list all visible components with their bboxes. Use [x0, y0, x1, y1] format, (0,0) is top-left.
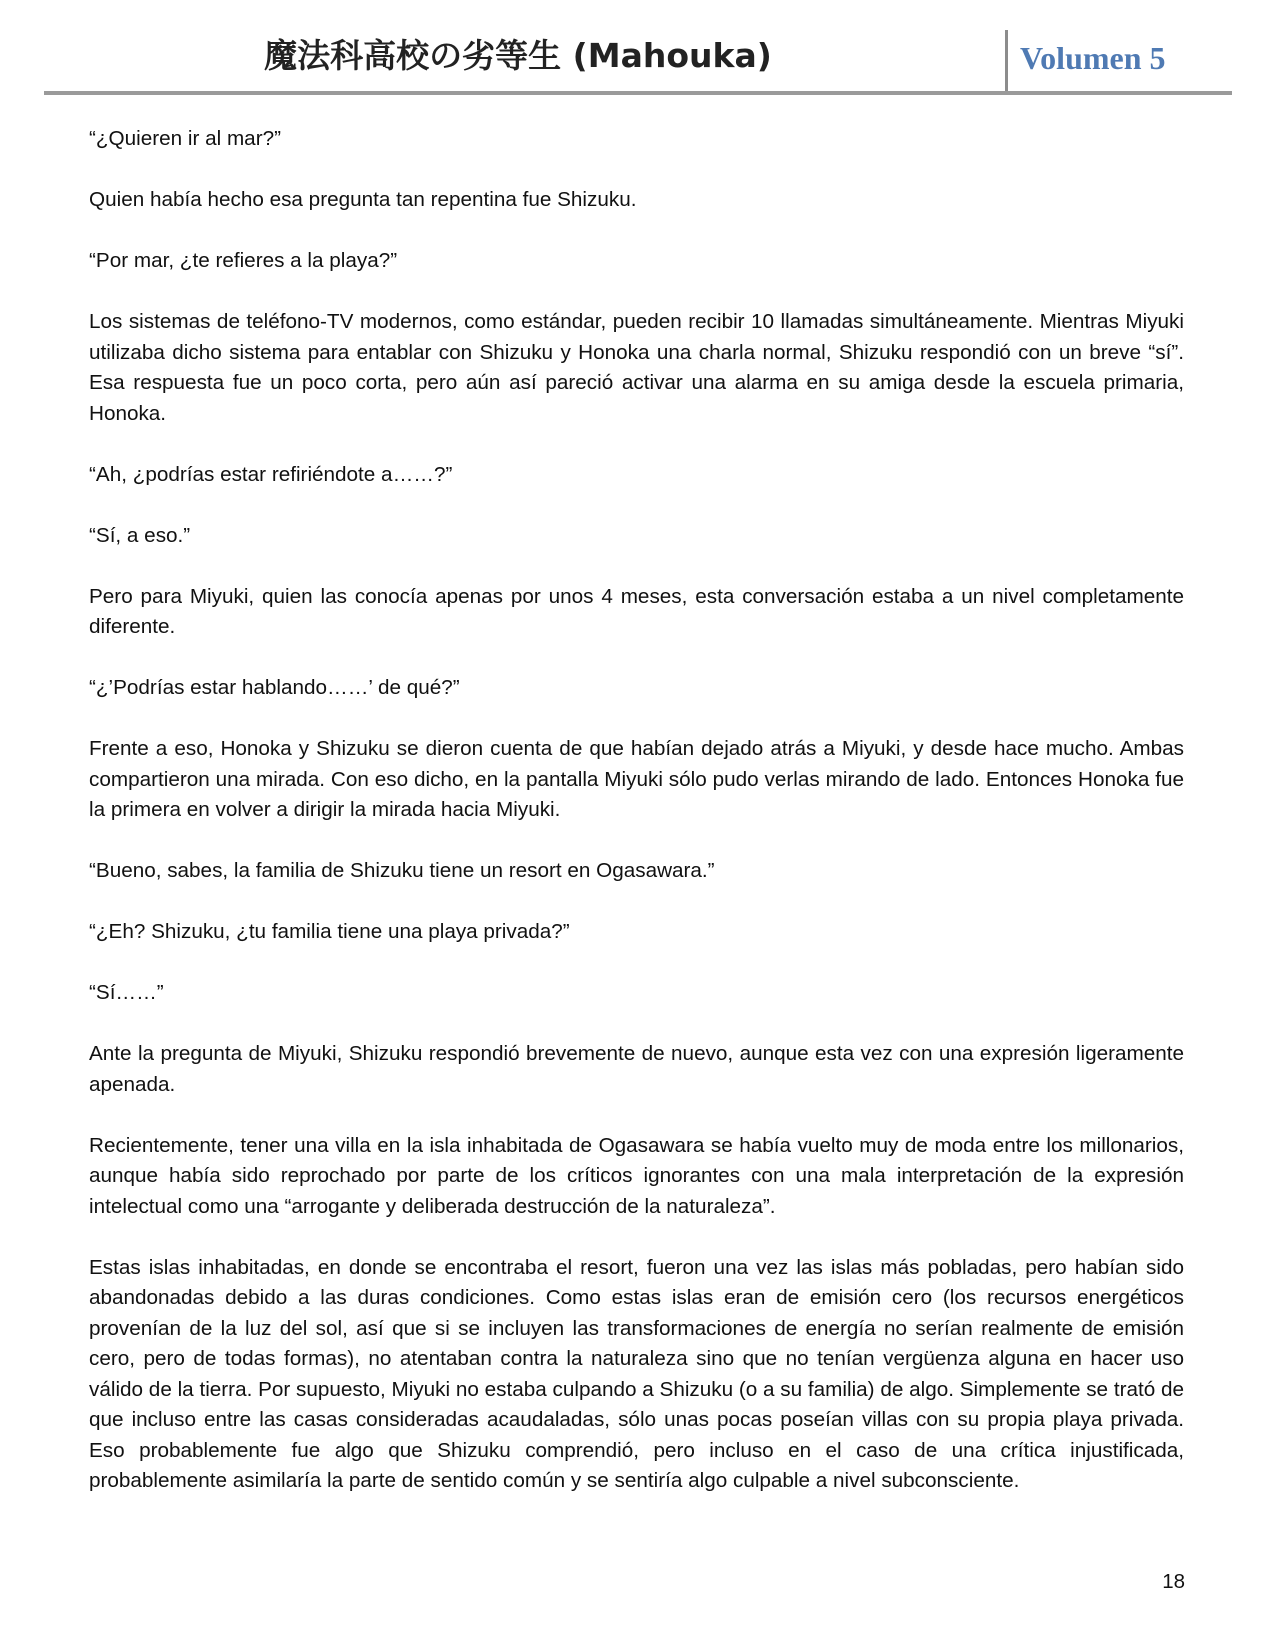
- paragraph: Ante la pregunta de Miyuki, Shizuku respondió brevemente de nuevo, aunque esta vez con una expresión ligeramente apenada.: [89, 1042, 1184, 1096]
- paragraph: Los sistemas de teléfono-TV modernos, como estándar, pueden recibir 10 llamadas simultáneamente. Mientras Miyuki utilizaba dicho sistema para entablar con Shizuku y Honoka una charla normal, Shizuku respondió con un breve “sí”. Esa respuesta fue un poco corta, pero aún así pareció activar una alarma en su amiga desde la escuela primaria, Honoka.: [89, 310, 1184, 425]
- paragraph: Pero para Miyuki, quien las conocía apenas por unos 4 meses, esta conversación estaba a un nivel completamente diferente.: [89, 584, 1184, 638]
- paragraph: “Por mar, ¿te refieres a la playa?”: [89, 249, 398, 272]
- paragraph: Quien había hecho esa pregunta tan repentina fue Shizuku.: [89, 188, 637, 211]
- page-number: 18: [1162, 1570, 1185, 1593]
- paragraph: “Ah, ¿podrías estar refiriéndote a……?”: [89, 462, 453, 486]
- page-header-title: 魔法科高校の劣等生 (Mahouka): [264, 36, 772, 75]
- paragraph: “Sí……”: [89, 981, 164, 1004]
- header-rule: [44, 91, 1232, 95]
- paragraph: “Sí, a eso.”: [89, 523, 191, 547]
- paragraph: “Bueno, sabes, la familia de Shizuku tiene un resort en Ogasawara.”: [89, 859, 715, 882]
- paragraph: Recientemente, tener una villa en la isla inhabitada de Ogasawara se había vuelto muy de moda entre los millonarios, aunque había sido reprochado por parte de los críticos ignorantes con una mala interpretación de la expresión intelectual como una “arrogante y deliberada destrucción de la naturaleza”.: [89, 1133, 1184, 1218]
- paragraph: Frente a eso, Honoka y Shizuku se dieron cuenta de que habían dejado atrás a Miyuki, y desde hace mucho. Ambas compartieron una mirada. Con eso dicho, en la pantalla Miyuki sólo pudo verlas mirando de lado. Entonces Honoka fue la primera en volver a dirigir la mirada hacia Miyuki.: [89, 737, 1184, 821]
- paragraph: “¿Quieren ir al mar?”: [89, 127, 281, 150]
- volume-label: Volumen 5: [1020, 40, 1166, 76]
- paragraph: “¿Eh? Shizuku, ¿tu familia tiene una playa privada?”: [89, 920, 570, 943]
- paragraph: Estas islas inhabitadas, en donde se encontraba el resort, fueron una vez las islas más pobladas, pero habían sido abandonadas debido a las duras condiciones. Como estas islas eran de emisión cero (los recursos energéticos provenían de la luz del sol, así que si se incluyen las transformaciones de energía no serían realmente de emisión cero, pero de todas formas), no atentaban contra la naturaleza sino que no tenían vergüenza alguna en hacer uso válido de la tierra. Por supuesto, Miyuki no estaba culpando a Shizuku (o a su familia) de algo. Simplemente se trató de que incluso entre las casas consideradas acaudaladas, sólo unas pocas poseían villas con su propia playa privada. Eso probablemente fue algo que Shizuku comprendió, pero incluso en el caso de una crítica injustificada, probablemente asimilaría la parte de sentido común y se sentiría algo culpable a nivel subconsciente.: [89, 1255, 1184, 1492]
- paragraph: “¿’Podrías estar hablando……’ de qué?”: [89, 676, 460, 699]
- page-body: [89, 124, 1184, 1527]
- header-divider: [1005, 30, 1008, 92]
